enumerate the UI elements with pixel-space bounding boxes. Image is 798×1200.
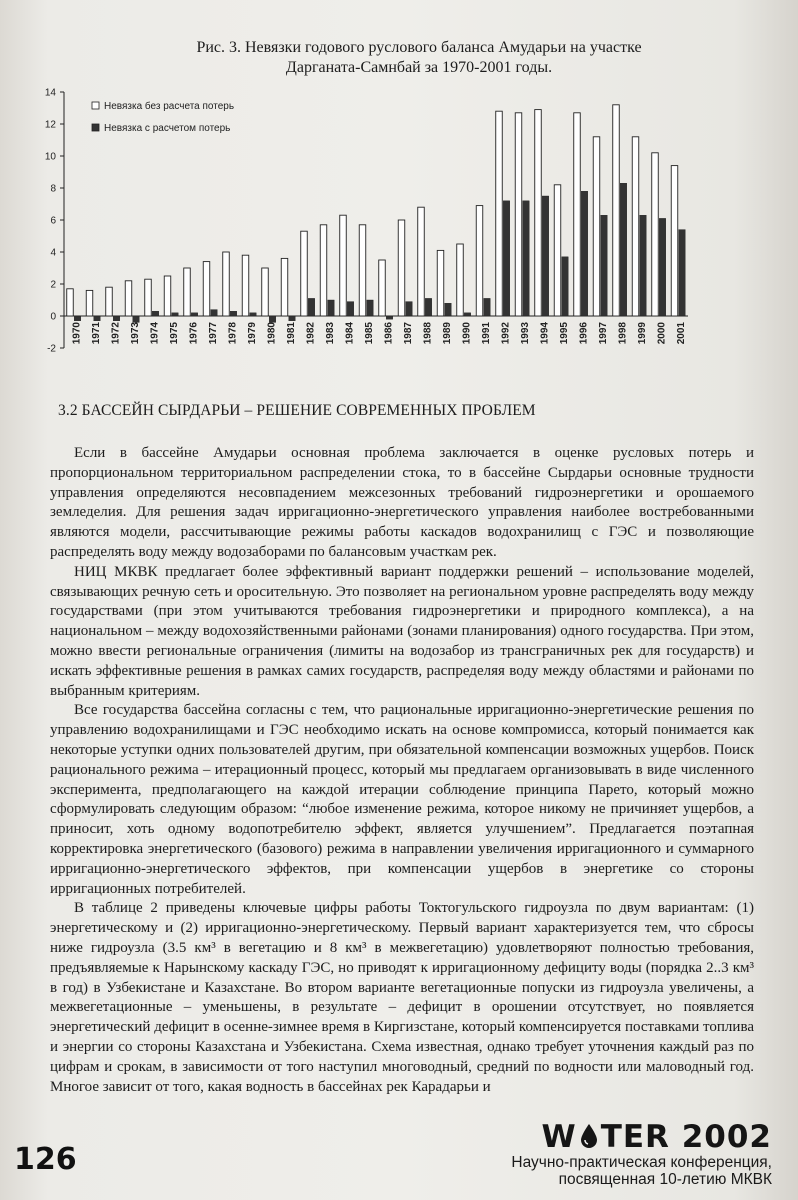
x-tick-label: 1975 <box>168 322 180 345</box>
bar-without-losses <box>145 279 152 316</box>
x-tick-label: 1971 <box>90 322 102 345</box>
conference-line-2: посвященная 10-летию МКВК <box>558 1171 772 1188</box>
y-tick-label: -2 <box>47 343 56 355</box>
bar-without-losses <box>223 252 230 316</box>
bar-without-losses <box>67 289 74 316</box>
section-heading: 3.2 БАССЕЙН СЫРДАРЬИ – РЕШЕНИЕ СОВРЕМЕННЫХ ПРОБЛЕМ <box>58 402 536 419</box>
x-tick-label: 1982 <box>305 322 317 345</box>
y-tick-label: 12 <box>44 119 56 131</box>
legend-swatch <box>92 124 99 131</box>
figure-caption-line-1: Рис. 3. Невязки годового руслового баланса Амударьи на участке <box>196 39 642 56</box>
x-tick-label: 1999 <box>636 322 648 345</box>
x-tick-label: 1988 <box>422 322 434 345</box>
bar-with-losses <box>640 215 647 316</box>
bar-without-losses <box>496 111 503 316</box>
legend-label: Невязка с расчетом потерь <box>104 123 231 134</box>
x-tick-label: 1987 <box>402 322 414 345</box>
bar-without-losses <box>301 231 308 316</box>
y-tick-label: 2 <box>50 279 56 291</box>
y-tick-label: 8 <box>50 183 56 195</box>
bar-with-losses <box>269 316 276 322</box>
x-tick-label: 2000 <box>656 322 668 345</box>
bar-with-losses <box>250 313 257 316</box>
bar-without-losses <box>281 258 288 316</box>
x-tick-label: 1977 <box>207 322 219 345</box>
x-tick-label: 1993 <box>519 322 531 345</box>
bar-with-losses <box>367 300 374 316</box>
bar-without-losses <box>613 105 620 316</box>
legend-label: Невязка без расчета потерь <box>104 101 235 112</box>
x-tick-label: 1995 <box>558 322 570 345</box>
bar-without-losses <box>242 255 249 316</box>
x-tick-label: 1985 <box>363 322 375 345</box>
x-tick-label: 2001 <box>675 322 687 345</box>
bar-with-losses <box>152 311 159 316</box>
figure-caption-line-2: Дарганата-Самнбай за 1970-2001 годы. <box>285 59 553 76</box>
bar-with-losses <box>425 298 432 316</box>
bar-with-losses <box>542 196 549 316</box>
bar-with-losses <box>484 298 491 316</box>
bar-with-losses <box>406 302 413 316</box>
bar-with-losses <box>328 300 335 316</box>
legend-swatch <box>92 102 99 109</box>
x-tick-label: 1974 <box>149 322 161 345</box>
brand-logo-rest: TER 2002 <box>600 1119 772 1155</box>
bar-with-losses <box>113 316 120 321</box>
bar-with-losses <box>230 311 237 316</box>
y-tick-label: 0 <box>50 311 56 323</box>
bar-without-losses <box>125 281 132 316</box>
conference-brand <box>511 1120 772 1188</box>
x-tick-label: 1973 <box>129 322 141 345</box>
bar-with-losses <box>464 313 471 316</box>
x-tick-label: 1983 <box>324 322 336 345</box>
bar-without-losses <box>320 225 327 316</box>
x-tick-label: 1978 <box>227 322 239 345</box>
y-tick-label: 4 <box>50 247 56 259</box>
bar-with-losses <box>386 316 393 319</box>
bar-with-losses <box>445 303 452 316</box>
bar-without-losses <box>535 110 542 316</box>
x-tick-label: 1990 <box>461 322 473 345</box>
bar-without-losses <box>262 268 269 316</box>
x-tick-label: 1994 <box>539 322 551 345</box>
bar-without-losses <box>476 206 483 316</box>
x-tick-label: 1972 <box>110 322 122 345</box>
x-tick-label: 1997 <box>597 322 609 345</box>
bar-without-losses <box>106 287 113 316</box>
y-tick-label: 14 <box>44 87 56 99</box>
paragraph-4: В таблице 2 приведены ключевые цифры работы Токтогульского гидроузла по двум вариантам: (1) энергетическому и (2) ирригационно-энергетическому. Первый вариант характеризуется тем, что сбросы ниже гидроузла (3.5 км³ в вегетацию и 8 км³ в межвегетацию) удовлетворяют полностью требования, предъявляемые к Нарынскому каскаду ГЭС, но приводят к ирригационному дефициту воды (порядка 2..3 км³ в год) в Узбекистане и Казахстане. Во втором варианте вегетационные попуски из гидроузла увеличены, а межвегетационные – уменьшены, в результате – дефицит в орошении отсутствует, но появляется энергетический дефицит в осенне-зимнее время в Киргизстане, который компенсируется поставками топлива и энергии со стороны Казахстана и Узбекистана. Схема известная, однако требует уточнения каждый раз по цифрам и срокам, в зависимости от того наступил многоводный, средний по водности или маловодный год. Многое зависит от того, какая водность в бассейнах рек Карадарьи и <box>50 900 754 1095</box>
x-tick-label: 1998 <box>617 322 629 345</box>
bar-with-losses <box>289 316 296 321</box>
x-tick-label: 1984 <box>344 322 356 345</box>
bar-with-losses <box>308 298 315 316</box>
residuals-bar-chart <box>30 84 710 369</box>
paragraph-3: Все государства бассейна согласны с тем, что рациональные ирригационно-энергетические решения по управлению водохранилищами и ГЭС необходимо искать на основе компромисса, который понимается как некоторые уступки одних пользователей другим, при обязательной компенсации возможных ущербов. Поиск рационального режима – итерационный процесс, который мы предлагаем организовывать в виде численного эксперимента, предполагающего на каждой итерации соблюдение принципа Парето, который можно сформулировать следующим образом: “любое изменение режима, которое никому не причиняет ущербов, а приносит, хоть одному водопотребителю эффект, является улучшением”. Предлагается поэтапная корректировка энергетического (базового) режима в направлении увеличения ирригационного и суммарного ирригационно-энергетического эффектов, при компенсации ущербов в энергетике со стороны ирригационных потребителей. <box>50 702 754 897</box>
bar-with-losses <box>94 316 101 321</box>
bar-without-losses <box>164 276 171 316</box>
bar-with-losses <box>172 313 179 316</box>
bar-with-losses <box>601 215 608 316</box>
y-tick-label: 10 <box>44 151 56 163</box>
x-tick-label: 1976 <box>188 322 200 345</box>
x-tick-label: 1996 <box>578 322 590 345</box>
brand-logo <box>511 1120 772 1154</box>
bar-with-losses <box>659 218 666 316</box>
brand-logo-w: W <box>541 1119 577 1155</box>
bar-with-losses <box>581 191 588 316</box>
x-tick-label: 1991 <box>480 322 492 345</box>
paragraph-2: НИЦ МКВК предлагает более эффективный вариант поддержки решений – использование моделей, связывающих речную сеть и оросительную. Это позволяет на региональном уровне распределять воду между государствами (при этом учитываются требования гидроэнергетики и природного комплекса), а на национальном – между водохозяйственными районами (зонами планирования) одного государства. При этом, можно ввести региональные ограничения (лимиты на водозабор из трансграничных рек для государств) и искать эффективные решения в рамках самих государств, распределяя воду между областями и районами по выбранным критериям. <box>50 563 754 699</box>
x-tick-label: 1981 <box>285 322 297 345</box>
bar-without-losses <box>515 113 522 316</box>
x-tick-label: 1980 <box>266 322 278 345</box>
bar-without-losses <box>632 137 639 316</box>
bar-without-losses <box>437 250 444 316</box>
bar-with-losses <box>347 302 354 316</box>
bar-with-losses <box>562 257 569 316</box>
paragraph-1: Если в бассейне Амударьи основная проблема заключается в оценке русловых потерь и пропорциональном территориальном распределении стока, то в бассейне Сырдарьи основные трудности управления определяются несовпадением межсезонных требований гидроэнергетики и орошаемого земледелия. Для решения задач ирригационно-энергетического управления наиболее востребованными являются модели, рассчитывающие режимы работы каскадов водохранилищ с ГЭС и позволяющие распределять воду между водозаборами по балансовым участкам рек. <box>50 445 754 560</box>
figure-caption <box>0 38 798 78</box>
conference-line-1: Научно-практическая конференция, <box>511 1154 772 1171</box>
bar-with-losses <box>133 316 140 322</box>
x-tick-label: 1986 <box>383 322 395 345</box>
water-drop-icon <box>579 1123 599 1149</box>
x-tick-label: 1989 <box>441 322 453 345</box>
y-tick-label: 6 <box>50 215 56 227</box>
bar-with-losses <box>620 183 627 316</box>
bar-without-losses <box>593 137 600 316</box>
bar-without-losses <box>340 215 347 316</box>
bar-with-losses <box>191 313 198 316</box>
bar-with-losses <box>679 230 686 316</box>
bar-without-losses <box>203 262 210 316</box>
bar-without-losses <box>418 207 425 316</box>
bar-without-losses <box>457 244 464 316</box>
bar-without-losses <box>398 220 405 316</box>
bar-with-losses <box>74 316 81 321</box>
bar-without-losses <box>671 166 678 316</box>
bar-without-losses <box>574 113 581 316</box>
bar-without-losses <box>652 153 659 316</box>
bar-with-losses <box>523 201 530 316</box>
bar-without-losses <box>379 260 386 316</box>
bar-with-losses <box>211 310 218 316</box>
x-tick-label: 1979 <box>246 322 258 345</box>
page-number: 126 <box>14 1142 77 1177</box>
bar-without-losses <box>359 225 366 316</box>
x-tick-label: 1992 <box>500 322 512 345</box>
bar-with-losses <box>503 201 510 316</box>
x-tick-label: 1970 <box>71 322 83 345</box>
body-text <box>50 444 754 1097</box>
bar-without-losses <box>554 185 561 316</box>
bar-without-losses <box>184 268 191 316</box>
bar-without-losses <box>86 290 93 316</box>
